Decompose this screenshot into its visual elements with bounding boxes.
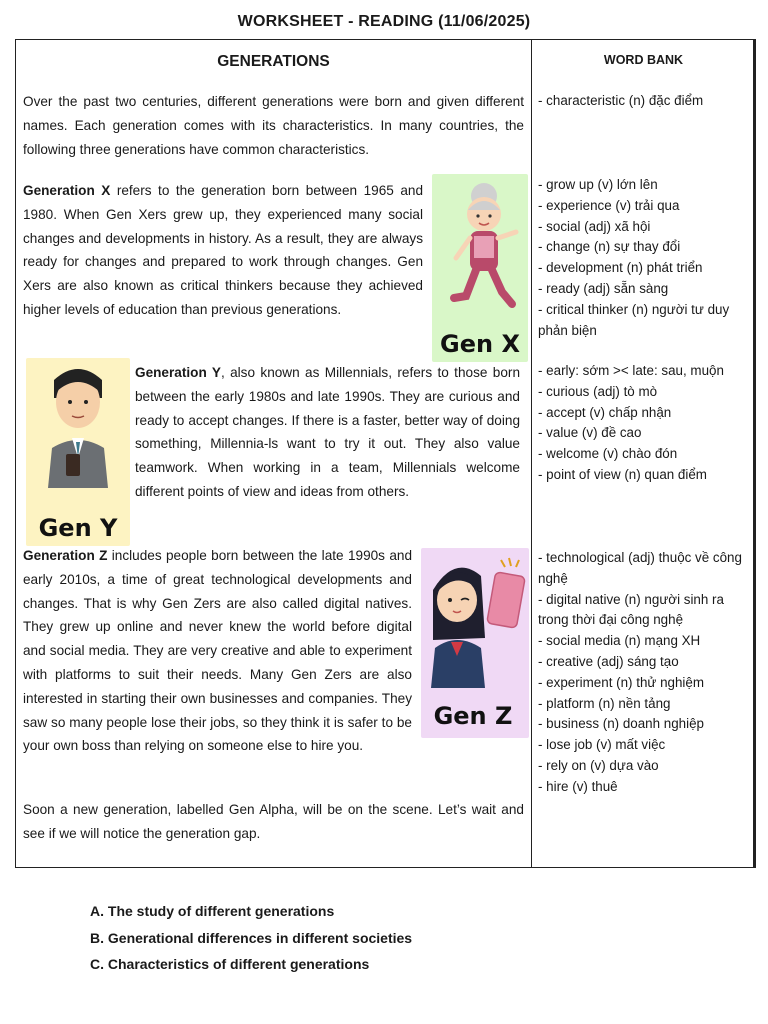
word-bank-item: - hire (v) thuê xyxy=(538,778,618,794)
word-bank-item: - accept (v) chấp nhận xyxy=(538,404,672,420)
word-bank-item: - point of view (n) quan điểm xyxy=(538,466,707,482)
genz-paragraph xyxy=(23,544,412,758)
word-bank-item: - grow up (v) lớn lên xyxy=(538,177,658,192)
genz-term: Generation Z xyxy=(23,548,108,563)
option-a[interactable]: A. The study of different generations xyxy=(90,903,335,919)
word-bank-group-geny xyxy=(538,361,750,486)
reading-column xyxy=(16,40,531,867)
word-bank-item: - early: sớm >< late: sau, muộn xyxy=(538,363,724,378)
word-bank-item: - creative (adj) sáng tạo xyxy=(538,653,679,669)
word-bank-group-genx xyxy=(538,175,750,341)
option-c[interactable]: C. Characteristics of different generations xyxy=(90,956,370,972)
column-divider xyxy=(531,40,532,867)
intro-paragraph: Over the past two centuries, different generations were born and given different names. Each generation comes with its characteristics. In many countries, the following three generations have common characteristics. xyxy=(23,94,524,157)
geny-image xyxy=(26,358,130,546)
genx-term: Generation X xyxy=(23,183,111,198)
geny-image-label: Gen Y xyxy=(38,514,118,542)
genz-image-label: Gen Z xyxy=(433,702,513,730)
geny-paragraph xyxy=(135,361,520,504)
word-bank-item: - lose job (v) mất việc xyxy=(538,737,666,753)
word-bank-item: - experience (v) trải qua xyxy=(538,197,680,213)
genz-selfie-girl-icon xyxy=(421,548,529,738)
word-bank-group-intro xyxy=(538,91,750,112)
word-bank-column xyxy=(533,40,754,867)
word-bank-group-genz xyxy=(538,548,750,798)
word-bank-item: - social (adj) xã hội xyxy=(538,218,651,234)
geny-businessman-icon xyxy=(26,358,130,546)
word-bank-item: - development (n) phát triển xyxy=(538,260,703,276)
worksheet-title: WORKSHEET - READING (11/06/2025) xyxy=(237,13,531,30)
word-bank-item: - welcome (v) chào đón xyxy=(538,446,678,462)
closing-paragraph: Soon a new generation, labelled Gen Alpha, will be on the scene. Let’s wait and see if we will notice the generation gap. xyxy=(23,802,524,841)
word-bank-item: - ready (adj) sẵn sàng xyxy=(538,280,669,296)
genx-image xyxy=(432,174,528,362)
word-bank-item: - rely on (v) dựa vào xyxy=(538,757,659,773)
worksheet-table xyxy=(15,39,755,868)
reading-heading: GENERATIONS xyxy=(217,53,330,70)
geny-text: , also known as Millennials, refers to those born between the early 1980s and late 1990s. They are curious and ready to accept changes. If there is a faster, better way of doing something, Millennia-ls want to try it out. They also value teamwork. When working in a team, Millennials welcome different points of view and ideas from others. xyxy=(135,365,520,499)
genx-image-label: Gen X xyxy=(440,330,520,358)
word-bank-item: - platform (n) nền tảng xyxy=(538,695,671,711)
word-bank-item: - curious (adj) tò mò xyxy=(538,383,658,399)
word-bank-item: - value (v) đề cao xyxy=(538,425,642,441)
word-bank-item: - characteristic (n) đặc điểm xyxy=(538,93,704,108)
option-b[interactable]: B. Generational differences in different societies xyxy=(90,929,413,946)
genx-paragraph xyxy=(23,179,423,322)
answer-options xyxy=(90,898,412,978)
word-bank-item: - digital native (n) người sinh ra trong thời đại công nghệ xyxy=(538,591,724,628)
genx-grandma-icon xyxy=(432,174,528,362)
word-bank-item: - social media (n) mạng XH xyxy=(538,633,701,649)
word-bank-item: - change (n) sự thay đổi xyxy=(538,239,681,255)
genx-text: refers to the generation born between 1965 and 1980. When Gen Xers grew up, they experienced many social changes and developments in history. As a result, they are always ready for changes and prepared to work through changes. Gen Xers are also known as critical thinkers because they achieved higher levels of education than previous generations. xyxy=(23,183,424,317)
word-bank-title: WORD BANK xyxy=(603,53,684,67)
genz-image xyxy=(421,548,529,738)
genz-text: includes people born between the late 1990s and early 2010s, a time of great technological developments and changes. That is why Gen Zers are also called digital natives. They grew up online and never knew the world before digital and social media. They are very creative and able to experiment with platforms to suit their needs. Many Gen Zers are also interested in starting their own businesses and companies. They saw so many people lose their jobs, so they think it is safer to be your own boss than relying on someone else to hire you. xyxy=(23,548,413,754)
word-bank-item: - business (n) doanh nghiệp xyxy=(538,716,705,732)
word-bank-item: - experiment (n) thử nghiệm xyxy=(538,674,704,690)
geny-term: Generation Y xyxy=(135,365,221,380)
word-bank-item: - technological (adj) thuộc về công nghệ xyxy=(538,550,742,586)
word-bank-item: - critical thinker (n) người tư duy phản biện xyxy=(538,301,730,338)
